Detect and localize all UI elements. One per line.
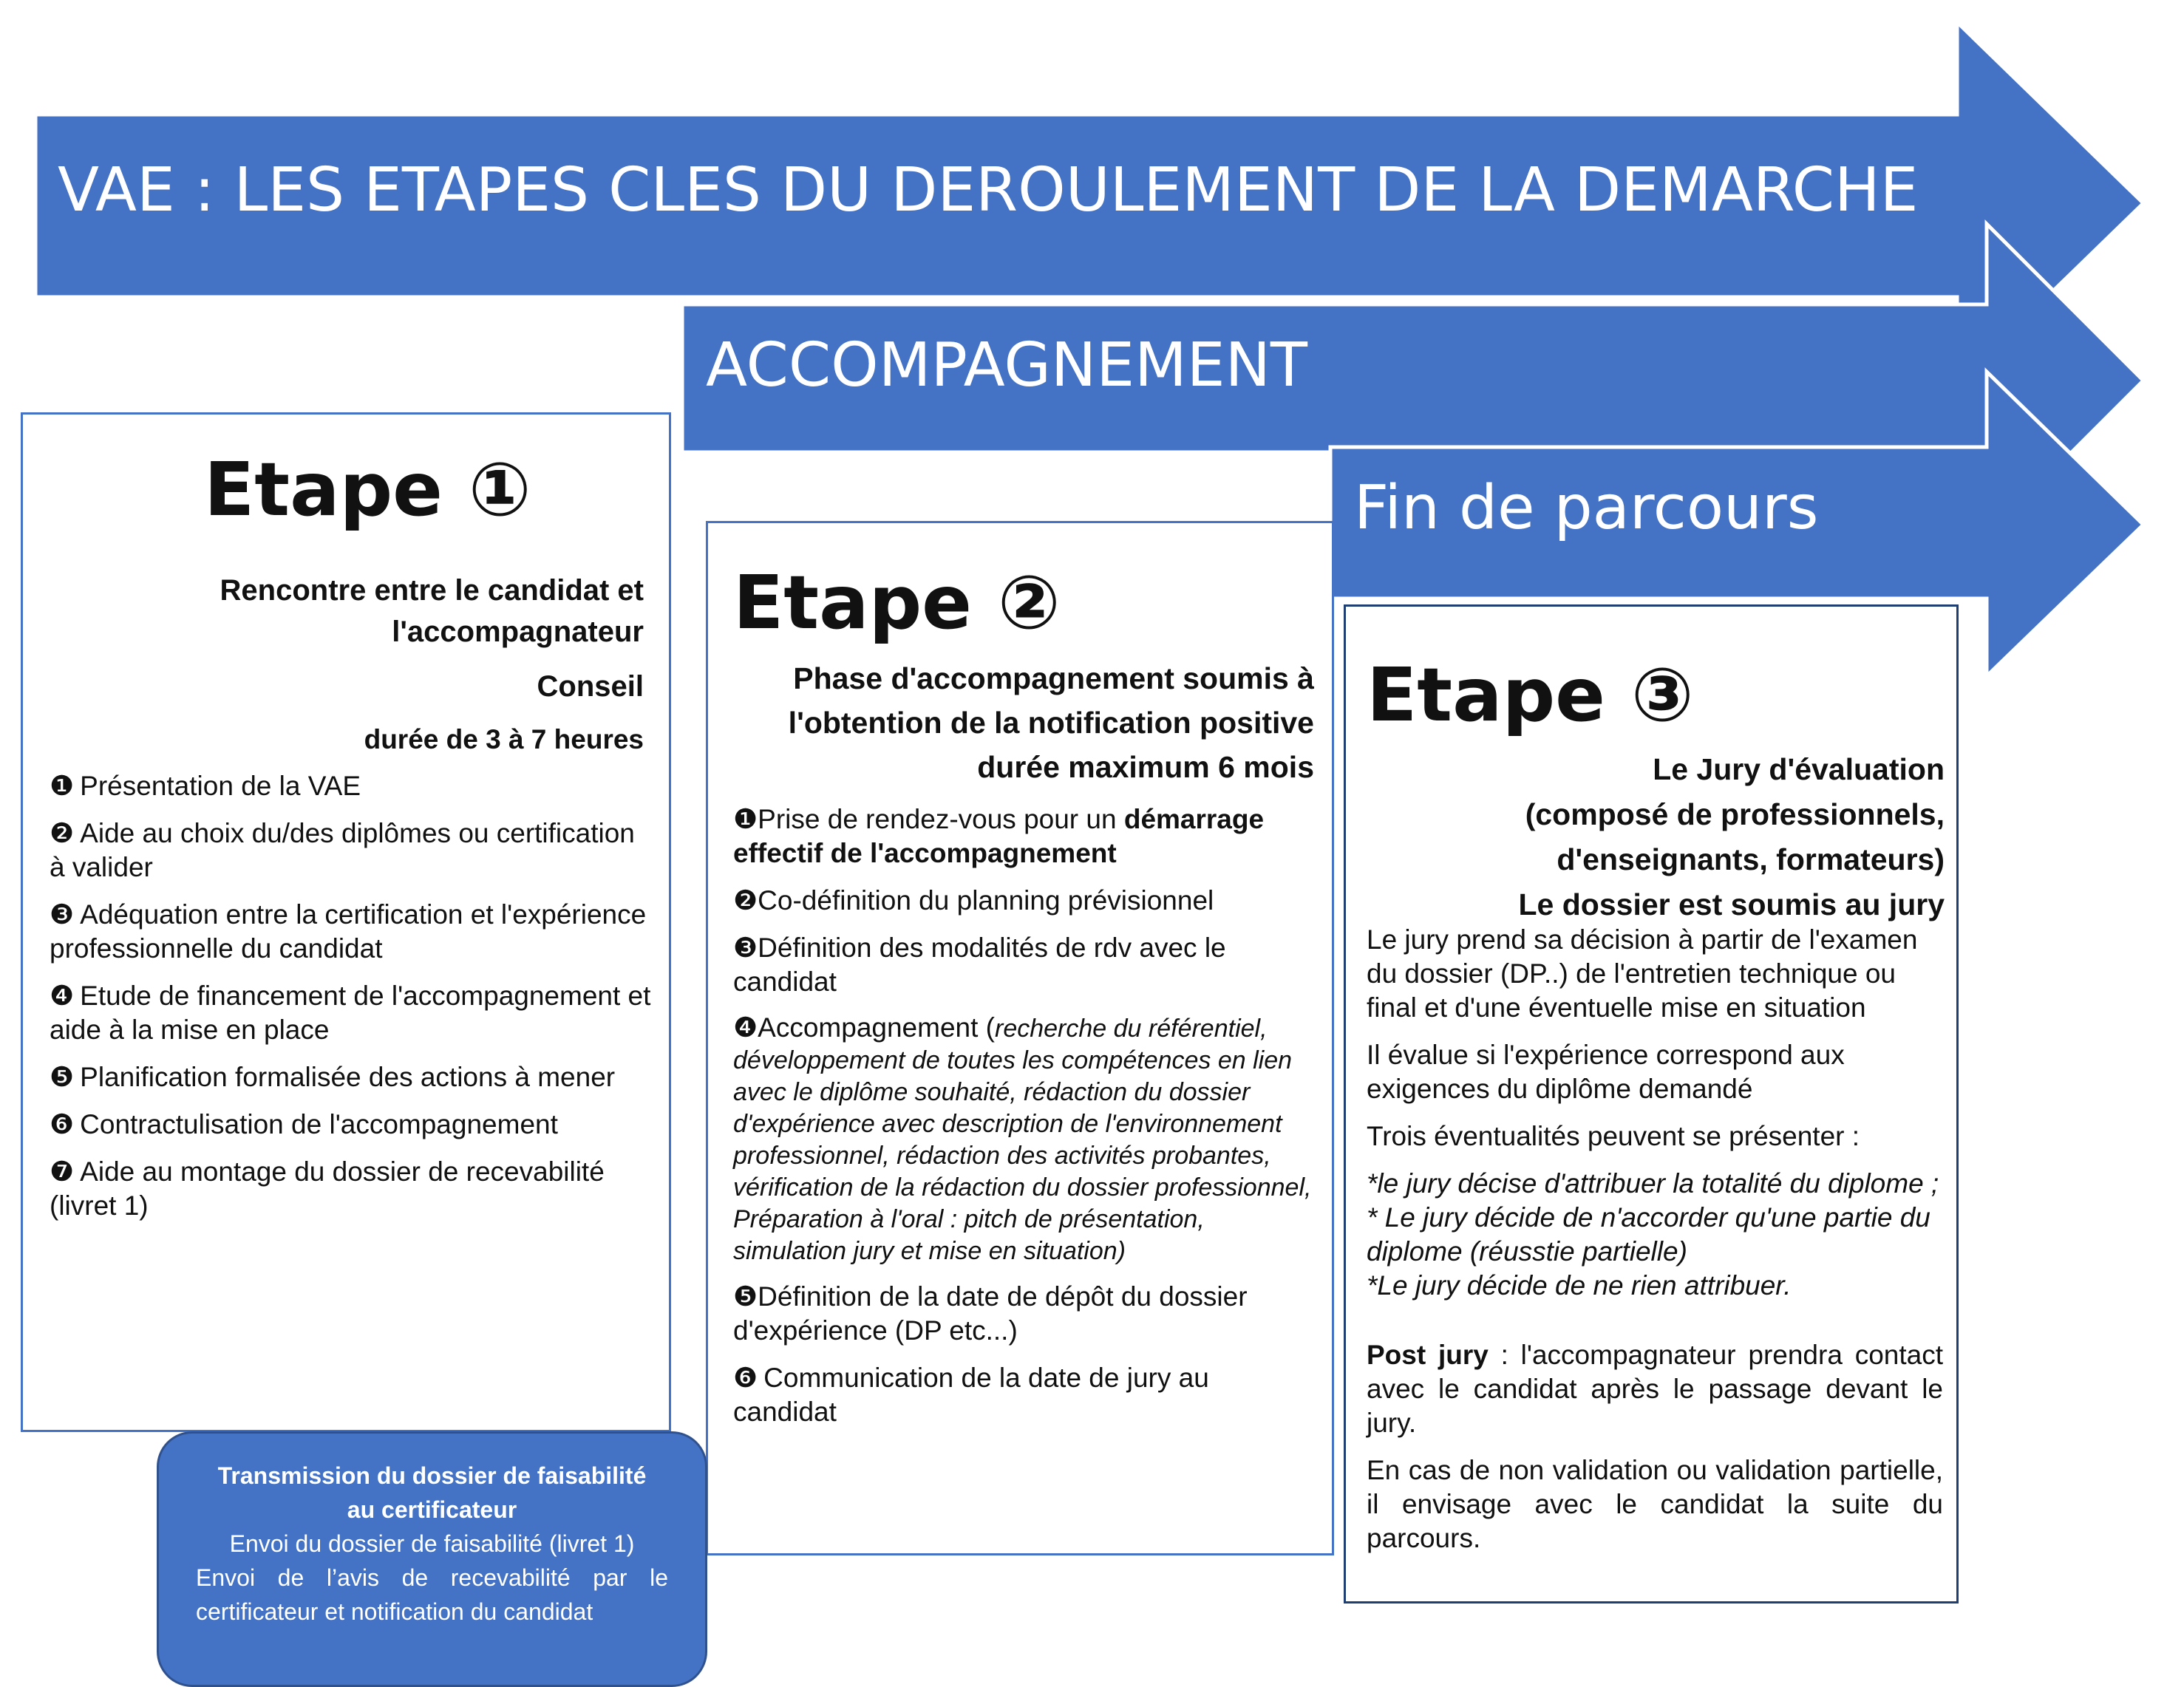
list-item bbox=[733, 802, 1317, 870]
item-text-bold: démarrage effectif de l'accompagnement bbox=[733, 804, 1265, 868]
item-text: Communication de la date de jury au candidat bbox=[733, 1363, 1209, 1427]
item-text: Aide au montage du dossier de recevabilité (livret 1) bbox=[50, 1156, 605, 1221]
callout-line-2: Envoi de l’avis de recevabilité par le certificateur et notification du candidat bbox=[196, 1564, 668, 1625]
etape-3-subtitle-line-3: d'enseignants, formateurs) bbox=[1557, 842, 1945, 876]
list-item bbox=[50, 1060, 656, 1094]
item-number: ❶ bbox=[733, 804, 758, 834]
item-text: Présentation de la VAE bbox=[80, 771, 361, 801]
list-item bbox=[50, 769, 656, 803]
item-number: ❷ bbox=[733, 885, 758, 916]
accompagnement-arrow-title: ACCOMPAGNEMENT bbox=[706, 330, 1307, 401]
item-number: ❻ bbox=[733, 1363, 758, 1393]
fin-parcours-arrow-title: Fin de parcours bbox=[1354, 473, 1819, 543]
list-item bbox=[50, 898, 656, 966]
transmission-callout bbox=[157, 1431, 707, 1687]
etape-3-title: Etape ③ bbox=[1367, 652, 1694, 738]
list-item bbox=[50, 1155, 656, 1223]
item-text: Aide au choix du/des diplômes ou certification à valider bbox=[50, 818, 635, 882]
etape-1-subtitle-line-1: Rencontre entre le candidat et bbox=[220, 574, 644, 607]
item-text: Définition des modalités de rdv avec le candidat bbox=[733, 933, 1226, 997]
etape-3-subtitle-line-4: Le dossier est soumis au jury bbox=[1518, 887, 1945, 921]
etape-1-title: Etape ① bbox=[204, 446, 531, 533]
callout-title-line-1: Transmission du dossier de faisabilité bbox=[217, 1462, 647, 1489]
item-number: ❸ bbox=[50, 899, 75, 930]
item-number: ❶ bbox=[50, 771, 75, 801]
item-number: ❺ bbox=[733, 1281, 758, 1312]
etape-3-para-1: Le jury prend sa décision à partir de l'examen du dossier (DP..) de l'entretien technique ou final et d'une éventuelle mise en situation bbox=[1367, 924, 1918, 1023]
etape-3-option-1: *le jury décise d'attribuer la totalité du diplome ; bbox=[1367, 1168, 1939, 1199]
list-item bbox=[733, 884, 1317, 918]
etape-3-box bbox=[1344, 604, 1959, 1603]
main-arrow-title: VAE : LES ETAPES CLES DU DEROULEMENT DE LA DEMARCHE bbox=[58, 155, 1919, 225]
item-number: ❼ bbox=[50, 1156, 75, 1187]
list-item bbox=[50, 817, 656, 885]
etape-3-subtitle bbox=[1361, 747, 1945, 927]
etape-1-duree: durée de 3 à 7 heures bbox=[364, 724, 644, 754]
item-text: Etude de financement de l'accompagnement et aide à la mise en place bbox=[50, 981, 651, 1045]
post-jury-text: : l'accompagnateur prendra contact avec le candidat après le passage devant le jury. bbox=[1367, 1340, 1943, 1438]
etape-3-final: En cas de non validation ou validation partielle, il envisage avec le candidat la suite du parcours. bbox=[1367, 1455, 1943, 1553]
item-number: ❸ bbox=[733, 933, 758, 963]
item-number: ❻ bbox=[50, 1109, 75, 1139]
etape-3-content bbox=[1367, 923, 1943, 1569]
callout-line-1: Envoi du dossier de faisabilité (livret 1) bbox=[229, 1530, 635, 1557]
etape-3-option-3: *Le jury décide de ne rien attribuer. bbox=[1367, 1270, 1792, 1301]
item-text: Définition de la date de dépôt du dossier d'expérience (DP etc...) bbox=[733, 1281, 1248, 1346]
etape-1-list bbox=[50, 769, 656, 1236]
item-number: ❷ bbox=[50, 818, 75, 848]
etape-2-box bbox=[706, 521, 1334, 1555]
item-text-italic: recherche du référentiel, développement de toutes les compétences en lien avec le diplôme souhaité, rédaction du dossier d'expérience avec description de l'environnement professionnel, rédaction des activités probantes, vérification de la rédaction du dossier professionnel, Préparation à l'oral : pitch de présentation, simulation jury et mise en situation) bbox=[733, 1015, 1312, 1265]
etape-1-box bbox=[21, 412, 671, 1432]
list-item bbox=[733, 1280, 1317, 1348]
etape-3-post-jury bbox=[1367, 1338, 1943, 1440]
etape-3-option-2: * Le jury décide de n'accorder qu'une partie du diplome (réusstie partielle) bbox=[1367, 1202, 1930, 1267]
item-text: Planification formalisée des actions à mener bbox=[80, 1062, 616, 1092]
etape-3-subtitle-line-1: Le Jury d'évaluation bbox=[1653, 752, 1945, 786]
item-number: ❹ bbox=[50, 981, 75, 1011]
etape-1-subtitle bbox=[52, 570, 644, 760]
etape-2-title: Etape ② bbox=[733, 559, 1061, 646]
etape-2-subtitle-line-3: durée maximum 6 mois bbox=[977, 750, 1314, 784]
etape-2-list bbox=[733, 802, 1317, 1442]
etape-3-para-3: Trois éventualités peuvent se présenter : bbox=[1367, 1121, 1860, 1151]
etape-3-subtitle-line-2: (composé de professionnels, bbox=[1525, 797, 1945, 831]
list-item bbox=[50, 979, 656, 1047]
etape-2-subtitle-line-1: Phase d'accompagnement soumis à bbox=[793, 661, 1314, 695]
item-text: Adéquation entre la certification et l'expérience professionnelle du candidat bbox=[50, 899, 647, 964]
list-item bbox=[733, 931, 1317, 999]
item-text: Prise de rendez-vous pour un bbox=[758, 804, 1124, 834]
item-number: ❹ bbox=[733, 1012, 758, 1043]
etape-2-subtitle-line-2: l'obtention de la notification positive bbox=[788, 706, 1314, 740]
etape-3-options bbox=[1367, 1167, 1943, 1303]
etape-2-subtitle bbox=[723, 656, 1314, 789]
callout-title-line-2: au certificateur bbox=[347, 1496, 517, 1523]
item-number: ❺ bbox=[50, 1062, 75, 1092]
item-text: Co-définition du planning prévisionnel bbox=[758, 885, 1214, 916]
item-text: Contractulisation de l'accompagnement bbox=[80, 1109, 558, 1139]
etape-1-subtitle-line-2: l'accompagnateur bbox=[392, 616, 644, 648]
list-item bbox=[733, 1012, 1317, 1267]
item-text: Accompagnement ( bbox=[758, 1012, 995, 1043]
post-jury-label: Post jury bbox=[1367, 1340, 1489, 1370]
etape-1-conseil: Conseil bbox=[537, 670, 644, 703]
etape-3-para-2: Il évalue si l'expérience correspond aux exigences du diplôme demandé bbox=[1367, 1040, 1845, 1104]
list-item bbox=[733, 1361, 1317, 1429]
list-item bbox=[50, 1108, 656, 1142]
